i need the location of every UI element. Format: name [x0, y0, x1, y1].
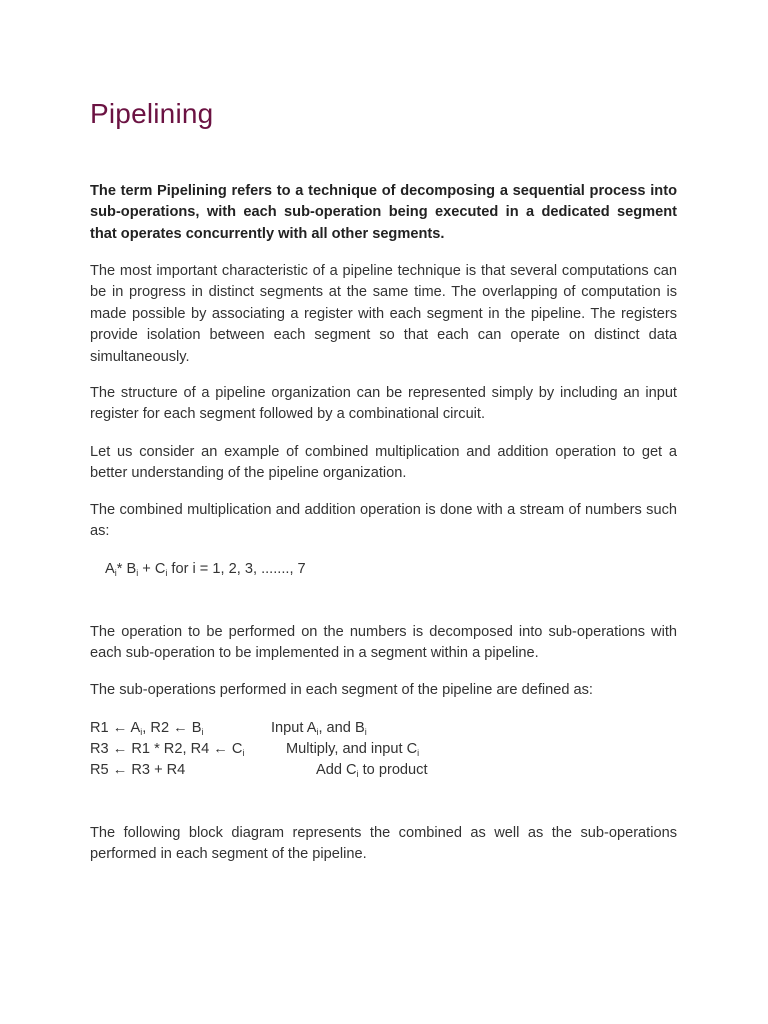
example-paragraph: Let us consider an example of combined multiplication and addition operation to get a better understanding of the pipeline organization. — [90, 444, 677, 482]
operation-description: Add $C_i$ to product — [316, 762, 428, 779]
suboperations-list — [90, 718, 677, 781]
formula-c-subscript: i — [165, 568, 168, 578]
formula — [105, 559, 306, 580]
register-transfer: R1 ← $A_i$, R2 ← $B_i$ — [90, 720, 204, 737]
formula-times: * B — [116, 561, 137, 577]
formula-range: for i = 1, 2, 3, ......., 7 — [167, 561, 306, 577]
formula-plus: + C — [138, 561, 166, 577]
operation-description: Multiply, and input $C_i$ — [286, 741, 420, 758]
suboperation-row — [90, 760, 677, 781]
characteristic-paragraph: The most important characteristic of a pipeline technique is that several computations can be in progress in distinct segments at the same time. The overlapping of computation is made possible by associating a register with each segment in the pipeline. The registers provide isolation between each segment so that each can operate on distinct data simultaneously. — [90, 263, 677, 365]
page-title: Pipelining — [90, 98, 214, 129]
suboperations-intro-paragraph: The sub-operations performed in each segment of the pipeline are defined as: — [90, 682, 593, 698]
formula-b-subscript: i — [136, 568, 139, 578]
structure-paragraph: The structure of a pipeline organization can be represented simply by including an input register for each segment followed by a combinational circuit. — [90, 385, 677, 423]
stream-paragraph: The combined multiplication and addition operation is done with a stream of numbers such as: — [90, 502, 677, 540]
suboperation-row — [90, 718, 677, 739]
register-transfer: R3 ← R1 * R2, R4 ← $C_i$ — [90, 741, 245, 758]
formula-a: A — [105, 561, 115, 577]
operation-description: Input $A_i$, and $B_i$ — [271, 720, 367, 737]
intro-paragraph: The term Pipelining refers to a technique of decomposing a sequential process into sub-operations, with each sub-operation being executed in a dedicated segment that operates concurrently with all other segments. — [90, 183, 677, 242]
decomposition-paragraph: The operation to be performed on the numbers is decomposed into sub-operations with each sub-operation to be implemented in a segment within a pipeline. — [90, 624, 677, 662]
suboperation-row — [90, 739, 677, 760]
block-diagram-paragraph: The following block diagram represents the combined as well as the sub-operations performed in each segment of the pipeline. — [90, 825, 677, 863]
formula-a-subscript: i — [114, 568, 117, 578]
register-transfer: R5 ← R3 + R4 — [90, 762, 186, 778]
